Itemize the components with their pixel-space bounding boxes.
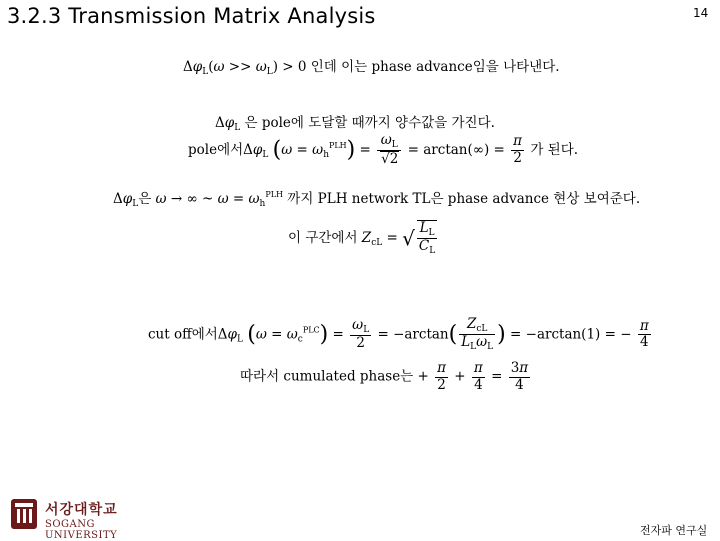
equation-positive-until-pole: $\Delta\varphi_L$ 은 pole에 도달할 때까지 양수값을 가진다. <box>215 115 495 133</box>
university-logo <box>10 497 150 541</box>
equation-cumulated-phase: 따라서 cumulated phase는 + $\frac{\pi}{2}$ + $\frac{\pi}{4}$ = $\frac{3\pi}{4}$ <box>240 360 529 393</box>
equation-impedance: 이 구간에서 $Z_{cL}$ = √ $\frac{L_L}{C_L}$ <box>288 220 436 257</box>
equation-pole-prefix: pole에서 <box>188 141 244 158</box>
equation-positive-text: 은 pole에 도달할 때까지 양수값을 가진다. <box>244 115 495 131</box>
footer-lab-name: 전자파 연구실 <box>640 524 708 537</box>
university-emblem-icon <box>10 498 40 532</box>
equation-phase-advance-text: 인데 이는 phase advance임을 나타낸다. <box>310 59 560 75</box>
equation-impedance-prefix: 이 구간에서 <box>288 229 358 246</box>
equation-cutoff: cut off에서$\Delta\varphi_L$ $(\omega = \omega_c^{PLC})$ = $\frac{\omega_L}{2}$ = −arctan( $\frac{Z_{cL}}{L_L\omega_L}$ ) = −arctan(1) = − $\frac{\pi}{4}$ <box>148 316 649 353</box>
logo-korean-name: 서강대학교 <box>45 502 118 518</box>
equation-pole-suffix: 가 된다. <box>530 141 579 158</box>
equation-phase-advance: $\Delta\varphi_L(\omega >> \omega_L) > 0$ 인데 이는 phase advance임을 나타낸다. <box>183 59 560 77</box>
equation-at-pole: pole에서$\Delta\varphi_L$ $(\omega = \omega_h^{PLH})$ = $\frac{\omega_L}{√2}$ = arctan(∞) = $\frac{\pi}{2}$ 가 된다. <box>188 132 579 168</box>
logo-english-name: SOGANG UNIVERSITY <box>45 519 118 541</box>
equation-cutoff-prefix: cut off에서 <box>148 326 218 343</box>
page-number: 14 <box>693 6 709 20</box>
equation-plh-range: $\Delta\varphi_L$은 ω → ∞ ~ $\omega = \omega_h^{PLH}$ 까지 PLH network TL은 phase advance 현상 보여준다. <box>113 190 641 209</box>
equation-plh-text: 까지 PLH network TL은 phase advance 현상 보여준다. <box>287 191 641 207</box>
equation-cumulated-prefix: 따라서 cumulated phase는 <box>240 368 414 385</box>
slide-title: 3.2.3 Transmission Matrix Analysis <box>7 4 376 28</box>
